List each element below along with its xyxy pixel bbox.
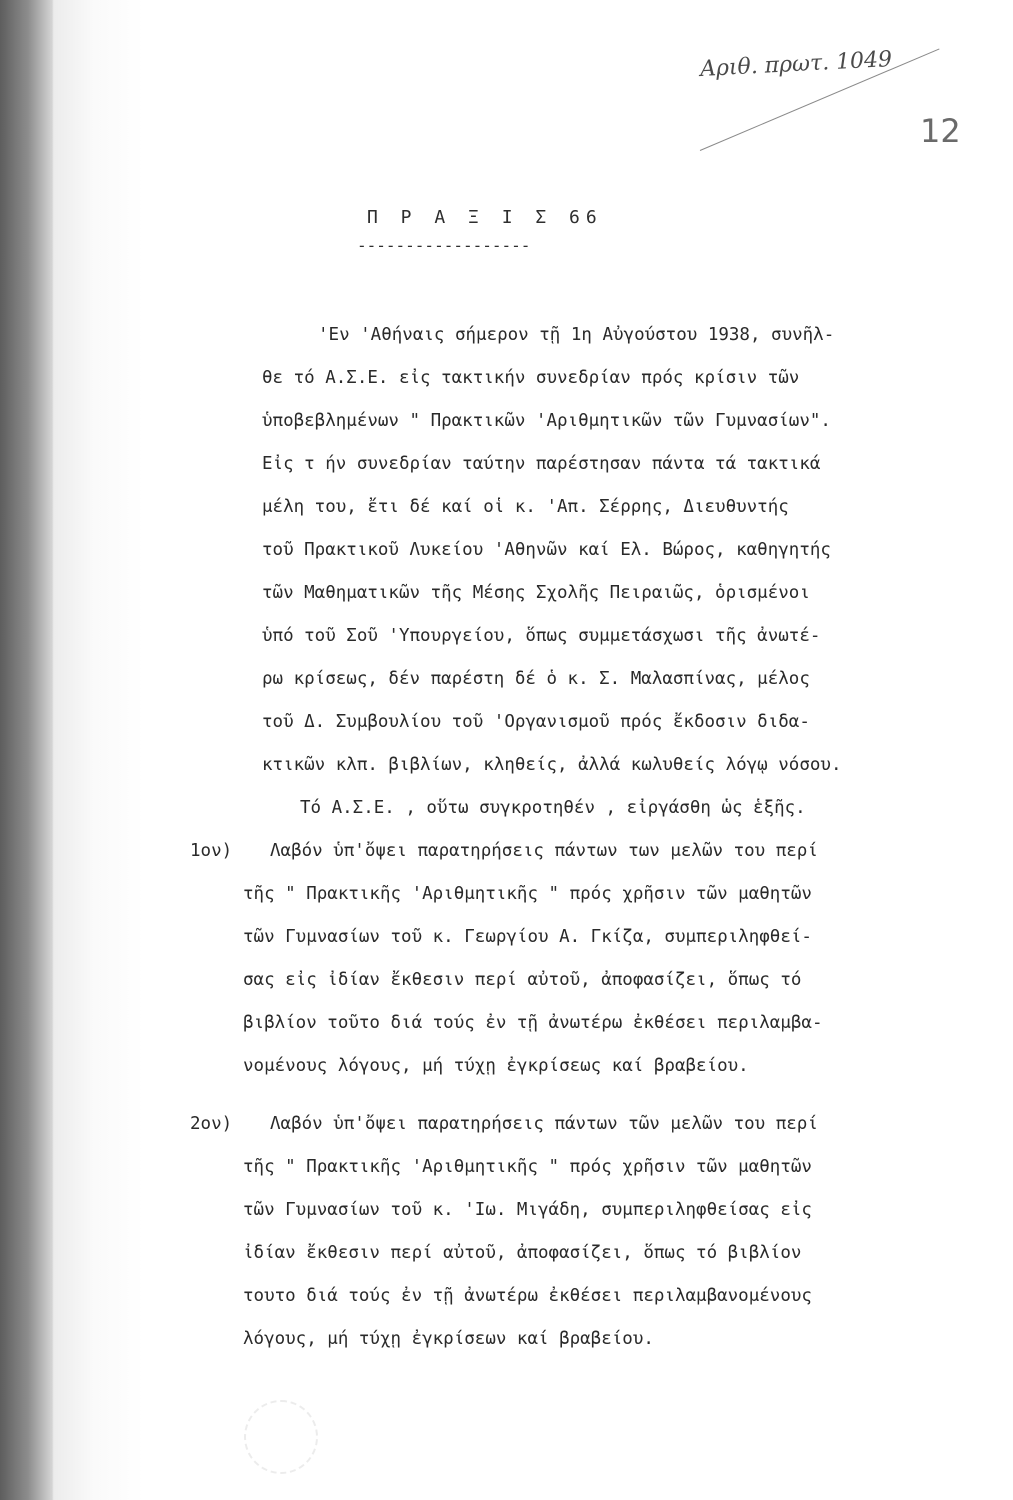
text-line: τῆς " Πρακτικῆς 'Αριθμητικῆς " πρός χρῆσιν τῶν μαθητῶν bbox=[243, 884, 812, 904]
text-line: νομένους λόγους, μή τύχῃ ἐγκρίσεως καί βραβείου. bbox=[243, 1056, 749, 1076]
text-line: τῆς " Πρακτικῆς 'Αριθμητικῆς " πρός χρῆσιν τῶν μαθητῶν bbox=[243, 1157, 812, 1177]
text-line: κτικῶν κλπ. βιβλίων, κληθείς, ἀλλά κωλυθείς λόγῳ νόσου. bbox=[262, 755, 842, 775]
text-line: σας εἰς ἰδίαν ἔκθεσιν περί αὐτοῦ, ἀποφασίζει, ὅπως τό bbox=[243, 970, 802, 990]
item-number: 1ον) bbox=[190, 841, 233, 861]
title-underline: ------------------ bbox=[357, 236, 531, 255]
text-line: τοῦ Πρακτικοῦ Λυκείου 'Αθηνῶν καί Ελ. Βώρος, καθηγητής bbox=[262, 540, 831, 560]
item-number: 2ον) bbox=[190, 1114, 233, 1134]
text-line: Λαβόν ὑπ'ὄψει παρατηρήσεις πάντων των μελῶν του περί bbox=[270, 841, 818, 861]
text-line: ὑπό τοῦ Σοῦ 'Υπουργείου, ὅπως συμμετάσχωσι τῆς ἀνωτέ- bbox=[262, 626, 821, 646]
text-line: λόγους, μή τύχῃ ἐγκρίσεων καί βραβείου. bbox=[243, 1329, 654, 1349]
text-line: Λαβόν ὑπ'ὄψει παρατηρήσεις πάντων τῶν μελῶν του περί bbox=[270, 1114, 818, 1134]
text-line: Τό Α.Σ.Ε. , οὕτω συγκροτηθέν , εἰργάσθη ὡς ἑξῆς. bbox=[300, 798, 806, 818]
text-line: ρω κρίσεως, δέν παρέστη δέ ὁ κ. Σ. Μαλασπίνας, μέλος bbox=[262, 669, 810, 689]
handwritten-reference: Αριθ. πρωτ. 1049 bbox=[699, 46, 893, 83]
text-line: θε τό Α.Σ.Ε. εἰς τακτικήν συνεδρίαν πρός κρίσιν τῶν bbox=[262, 368, 800, 388]
text-line: τῶν Μαθηματικῶν τῆς Μέσης Σχολῆς Πειραιῶς, ὁρισμένοι bbox=[262, 583, 810, 603]
text-line: τῶν Γυμνασίων τοῦ κ. Γεωργίου Α. Γκίζα, συμπεριληφθεί- bbox=[243, 927, 812, 947]
text-line: τῶν Γυμνασίων τοῦ κ. 'Ιω. Μιγάδη, συμπεριληφθείσας εἰς bbox=[243, 1200, 812, 1220]
text-line: τοῦ Δ. Συμβουλίου τοῦ 'Οργανισμοῦ πρός ἔκδοσιν διδα- bbox=[262, 712, 810, 732]
text-line: τουτο διά τούς ἐν τῇ ἀνωτέρω ἐκθέσει περιλαμβανομένους bbox=[243, 1286, 812, 1306]
library-stamp bbox=[244, 1400, 318, 1474]
handwritten-page-number: 12 bbox=[920, 112, 961, 150]
text-line: βιβλίον τοῦτο διά τούς ἐν τῇ ἀνωτέρω ἐκθέσει περιλαμβα- bbox=[243, 1013, 823, 1033]
binding-edge bbox=[0, 0, 54, 1500]
text-line: ἰδίαν ἔκθεσιν περί αὐτοῦ, ἀποφασίζει, ὅπως τό βιβλίον bbox=[243, 1243, 802, 1263]
text-line: Εἰς τ ήν συνεδρίαν ταύτην παρέστησαν πάντα τά τακτικά bbox=[262, 454, 821, 474]
text-line: ὑποβεβλημένων " Πρακτικῶν 'Αριθμητικῶν τῶν Γυμνασίων". bbox=[262, 411, 831, 431]
text-line: μέλη του, ἔτι δέ καί οἱ κ. 'Απ. Σέρρης, Διευθυντής bbox=[262, 497, 789, 517]
document-title: Π Ρ Α Ξ Ι Σ 66 bbox=[367, 207, 603, 228]
text-line: 'Εν 'Αθήναις σήμερον τῇ 1η Αὐγούστου 1938, συνῆλ- bbox=[318, 325, 835, 345]
